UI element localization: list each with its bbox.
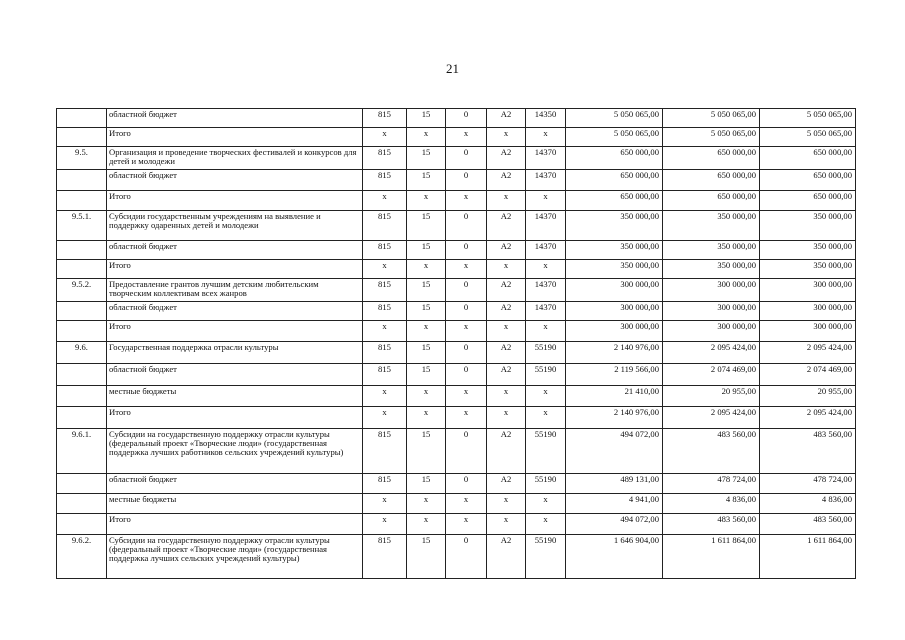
code-subsection: х	[446, 494, 487, 514]
amount-year-2: 5 050 065,00	[663, 128, 760, 147]
amount-year-1: 5 050 065,00	[566, 128, 663, 147]
amount-year-1: 350 000,00	[566, 211, 663, 241]
amount-year-2: 1 611 864,00	[663, 535, 760, 579]
table-row	[57, 386, 856, 407]
amount-year-1: 300 000,00	[566, 279, 663, 302]
code-direction: 14370	[526, 279, 566, 302]
amount-year-2: 483 560,00	[663, 514, 760, 535]
code-project: х	[487, 386, 526, 407]
row-description: Организация и проведение творческих фестивалей и конкурсов для детей и молодежи	[107, 147, 363, 170]
code-project: А2	[487, 364, 526, 386]
row-description: Итого	[107, 321, 363, 342]
amount-year-3: 2 095 424,00	[760, 342, 856, 364]
code-subsection: 0	[446, 429, 487, 474]
amount-year-1: 300 000,00	[566, 302, 663, 321]
table-row	[57, 364, 856, 386]
amount-year-1: 4 941,00	[566, 494, 663, 514]
code-section: х	[407, 260, 446, 279]
amount-year-2: 5 050 065,00	[663, 109, 760, 128]
code-subsection: 0	[446, 302, 487, 321]
code-ministry: х	[363, 321, 407, 342]
row-description: Итого	[107, 128, 363, 147]
code-section: х	[407, 191, 446, 211]
code-subsection: 0	[446, 364, 487, 386]
table-row	[57, 321, 856, 342]
row-number: 9.6.2.	[57, 535, 107, 579]
code-ministry: х	[363, 260, 407, 279]
row-description: областной бюджет	[107, 170, 363, 191]
code-project: А2	[487, 535, 526, 579]
table-row	[57, 211, 856, 241]
amount-year-1: 5 050 065,00	[566, 109, 663, 128]
table-row	[57, 128, 856, 147]
code-subsection: 0	[446, 109, 487, 128]
code-project: А2	[487, 147, 526, 170]
code-project: х	[487, 128, 526, 147]
code-direction: 14370	[526, 241, 566, 260]
amount-year-2: 300 000,00	[663, 279, 760, 302]
code-ministry: 815	[363, 241, 407, 260]
row-description: Итого	[107, 191, 363, 211]
code-section: х	[407, 386, 446, 407]
code-direction: 14350	[526, 109, 566, 128]
row-number	[57, 407, 107, 429]
amount-year-2: 350 000,00	[663, 211, 760, 241]
amount-year-3: 5 050 065,00	[760, 109, 856, 128]
code-subsection: 0	[446, 147, 487, 170]
code-subsection: 0	[446, 241, 487, 260]
amount-year-3: 350 000,00	[760, 241, 856, 260]
amount-year-3: 2 095 424,00	[760, 407, 856, 429]
code-ministry: х	[363, 494, 407, 514]
amount-year-2: 2 095 424,00	[663, 407, 760, 429]
table-row	[57, 474, 856, 494]
amount-year-1: 494 072,00	[566, 514, 663, 535]
code-section: х	[407, 494, 446, 514]
amount-year-2: 2 095 424,00	[663, 342, 760, 364]
row-number	[57, 191, 107, 211]
amount-year-3: 4 836,00	[760, 494, 856, 514]
row-number: 9.5.1.	[57, 211, 107, 241]
code-subsection: х	[446, 321, 487, 342]
amount-year-1: 350 000,00	[566, 260, 663, 279]
code-ministry: 815	[363, 170, 407, 191]
amount-year-2: 350 000,00	[663, 260, 760, 279]
amount-year-1: 350 000,00	[566, 241, 663, 260]
row-number	[57, 494, 107, 514]
code-subsection: 0	[446, 170, 487, 191]
amount-year-3: 650 000,00	[760, 191, 856, 211]
code-project: х	[487, 191, 526, 211]
code-project: А2	[487, 170, 526, 191]
amount-year-2: 483 560,00	[663, 429, 760, 474]
code-ministry: 815	[363, 302, 407, 321]
code-direction: 14370	[526, 170, 566, 191]
amount-year-3: 300 000,00	[760, 321, 856, 342]
code-project: А2	[487, 109, 526, 128]
amount-year-2: 650 000,00	[663, 170, 760, 191]
amount-year-2: 300 000,00	[663, 321, 760, 342]
code-section: 15	[407, 364, 446, 386]
row-description: Итого	[107, 514, 363, 535]
code-direction: 55190	[526, 342, 566, 364]
row-number	[57, 302, 107, 321]
amount-year-2: 4 836,00	[663, 494, 760, 514]
code-direction: 14370	[526, 211, 566, 241]
row-number: 9.5.	[57, 147, 107, 170]
table-row	[57, 279, 856, 302]
code-ministry: х	[363, 407, 407, 429]
row-number: 9.6.1.	[57, 429, 107, 474]
code-direction: х	[526, 514, 566, 535]
code-subsection: х	[446, 128, 487, 147]
code-ministry: 815	[363, 342, 407, 364]
row-description: Итого	[107, 407, 363, 429]
row-number	[57, 514, 107, 535]
row-number	[57, 128, 107, 147]
row-description: Итого	[107, 260, 363, 279]
table-row	[57, 109, 856, 128]
table-row	[57, 535, 856, 579]
code-direction: 14370	[526, 302, 566, 321]
code-section: 15	[407, 109, 446, 128]
code-project: х	[487, 260, 526, 279]
code-section: 15	[407, 302, 446, 321]
code-project: х	[487, 407, 526, 429]
code-ministry: х	[363, 514, 407, 535]
code-section: 15	[407, 535, 446, 579]
amount-year-3: 650 000,00	[760, 170, 856, 191]
row-number	[57, 364, 107, 386]
code-section: 15	[407, 342, 446, 364]
amount-year-3: 300 000,00	[760, 302, 856, 321]
row-number	[57, 170, 107, 191]
code-direction: 55190	[526, 364, 566, 386]
amount-year-1: 489 131,00	[566, 474, 663, 494]
amount-year-2: 650 000,00	[663, 147, 760, 170]
amount-year-3: 1 611 864,00	[760, 535, 856, 579]
code-direction: 55190	[526, 474, 566, 494]
amount-year-2: 20 955,00	[663, 386, 760, 407]
table-body	[57, 109, 856, 579]
code-project: А2	[487, 211, 526, 241]
code-subsection: х	[446, 514, 487, 535]
code-subsection: х	[446, 260, 487, 279]
code-project: х	[487, 494, 526, 514]
amount-year-1: 2 140 976,00	[566, 407, 663, 429]
code-subsection: 0	[446, 535, 487, 579]
row-description: местные бюджеты	[107, 386, 363, 407]
amount-year-1: 2 119 566,00	[566, 364, 663, 386]
code-subsection: х	[446, 386, 487, 407]
table-row	[57, 260, 856, 279]
amount-year-1: 2 140 976,00	[566, 342, 663, 364]
code-subsection: 0	[446, 474, 487, 494]
amount-year-3: 350 000,00	[760, 260, 856, 279]
amount-year-2: 350 000,00	[663, 241, 760, 260]
row-description: Предоставление грантов лучшим детским любительским творческим коллективам всех жанров	[107, 279, 363, 302]
row-description: Государственная поддержка отрасли культуры	[107, 342, 363, 364]
row-number	[57, 260, 107, 279]
amount-year-2: 650 000,00	[663, 191, 760, 211]
row-number	[57, 474, 107, 494]
row-number: 9.6.	[57, 342, 107, 364]
table-row	[57, 191, 856, 211]
code-ministry: х	[363, 128, 407, 147]
code-direction: х	[526, 128, 566, 147]
amount-year-3: 483 560,00	[760, 514, 856, 535]
code-project: х	[487, 514, 526, 535]
code-direction: 14370	[526, 147, 566, 170]
code-project: А2	[487, 241, 526, 260]
row-description: местные бюджеты	[107, 494, 363, 514]
amount-year-3: 483 560,00	[760, 429, 856, 474]
row-description: областной бюджет	[107, 474, 363, 494]
code-direction: х	[526, 494, 566, 514]
code-section: 15	[407, 474, 446, 494]
code-direction: х	[526, 191, 566, 211]
code-project: А2	[487, 429, 526, 474]
row-description: областной бюджет	[107, 109, 363, 128]
table-row	[57, 170, 856, 191]
code-subsection: 0	[446, 342, 487, 364]
code-ministry: 815	[363, 279, 407, 302]
row-number	[57, 241, 107, 260]
code-project: х	[487, 321, 526, 342]
table-row	[57, 494, 856, 514]
code-section: 15	[407, 429, 446, 474]
code-subsection: 0	[446, 279, 487, 302]
code-subsection: х	[446, 191, 487, 211]
code-section: 15	[407, 241, 446, 260]
row-number	[57, 321, 107, 342]
code-ministry: 815	[363, 364, 407, 386]
row-number: 9.5.2.	[57, 279, 107, 302]
table-row	[57, 241, 856, 260]
code-section: х	[407, 321, 446, 342]
table-row	[57, 407, 856, 429]
code-ministry: 815	[363, 429, 407, 474]
code-direction: 55190	[526, 535, 566, 579]
amount-year-1: 1 646 904,00	[566, 535, 663, 579]
page-number: 21	[446, 61, 459, 76]
table-row	[57, 342, 856, 364]
row-number	[57, 109, 107, 128]
row-number	[57, 386, 107, 407]
amount-year-3: 650 000,00	[760, 147, 856, 170]
code-direction: х	[526, 260, 566, 279]
code-section: х	[407, 514, 446, 535]
amount-year-1: 650 000,00	[566, 147, 663, 170]
code-direction: х	[526, 407, 566, 429]
table-row	[57, 514, 856, 535]
amount-year-3: 2 074 469,00	[760, 364, 856, 386]
code-section: 15	[407, 147, 446, 170]
code-section: 15	[407, 170, 446, 191]
amount-year-3: 300 000,00	[760, 279, 856, 302]
code-ministry: 815	[363, 535, 407, 579]
row-description: Субсидии на государственную поддержку отрасли культуры (федеральный проект «Творческие люди» (государственная поддержка лучших сельских учреждений культуры)	[107, 535, 363, 579]
row-description: Субсидии на государственную поддержку отрасли культуры (федеральный проект «Творческие люди» (государственная поддержка лучших работников сельских учреждений культуры)	[107, 429, 363, 474]
amount-year-1: 21 410,00	[566, 386, 663, 407]
amount-year-1: 650 000,00	[566, 191, 663, 211]
code-section: х	[407, 128, 446, 147]
amount-year-1: 650 000,00	[566, 170, 663, 191]
code-project: А2	[487, 474, 526, 494]
code-project: А2	[487, 302, 526, 321]
code-section: х	[407, 407, 446, 429]
amount-year-3: 20 955,00	[760, 386, 856, 407]
code-direction: х	[526, 386, 566, 407]
code-ministry: 815	[363, 147, 407, 170]
table-row	[57, 147, 856, 170]
code-subsection: 0	[446, 211, 487, 241]
code-project: А2	[487, 342, 526, 364]
row-description: Субсидии государственным учреждениям на выявление и поддержку одаренных детей и молодежи	[107, 211, 363, 241]
code-direction: х	[526, 321, 566, 342]
code-ministry: 815	[363, 474, 407, 494]
code-ministry: 815	[363, 211, 407, 241]
amount-year-2: 2 074 469,00	[663, 364, 760, 386]
code-project: А2	[487, 279, 526, 302]
amount-year-3: 350 000,00	[760, 211, 856, 241]
code-section: 15	[407, 279, 446, 302]
code-section: 15	[407, 211, 446, 241]
amount-year-1: 300 000,00	[566, 321, 663, 342]
budget-table	[56, 108, 856, 579]
code-subsection: х	[446, 407, 487, 429]
table-row	[57, 302, 856, 321]
amount-year-3: 478 724,00	[760, 474, 856, 494]
code-ministry: 815	[363, 109, 407, 128]
row-description: областной бюджет	[107, 364, 363, 386]
amount-year-2: 478 724,00	[663, 474, 760, 494]
code-ministry: х	[363, 191, 407, 211]
code-direction: 55190	[526, 429, 566, 474]
code-ministry: х	[363, 386, 407, 407]
row-description: областной бюджет	[107, 241, 363, 260]
row-description: областной бюджет	[107, 302, 363, 321]
amount-year-1: 494 072,00	[566, 429, 663, 474]
amount-year-3: 5 050 065,00	[760, 128, 856, 147]
amount-year-2: 300 000,00	[663, 302, 760, 321]
table-row	[57, 429, 856, 474]
